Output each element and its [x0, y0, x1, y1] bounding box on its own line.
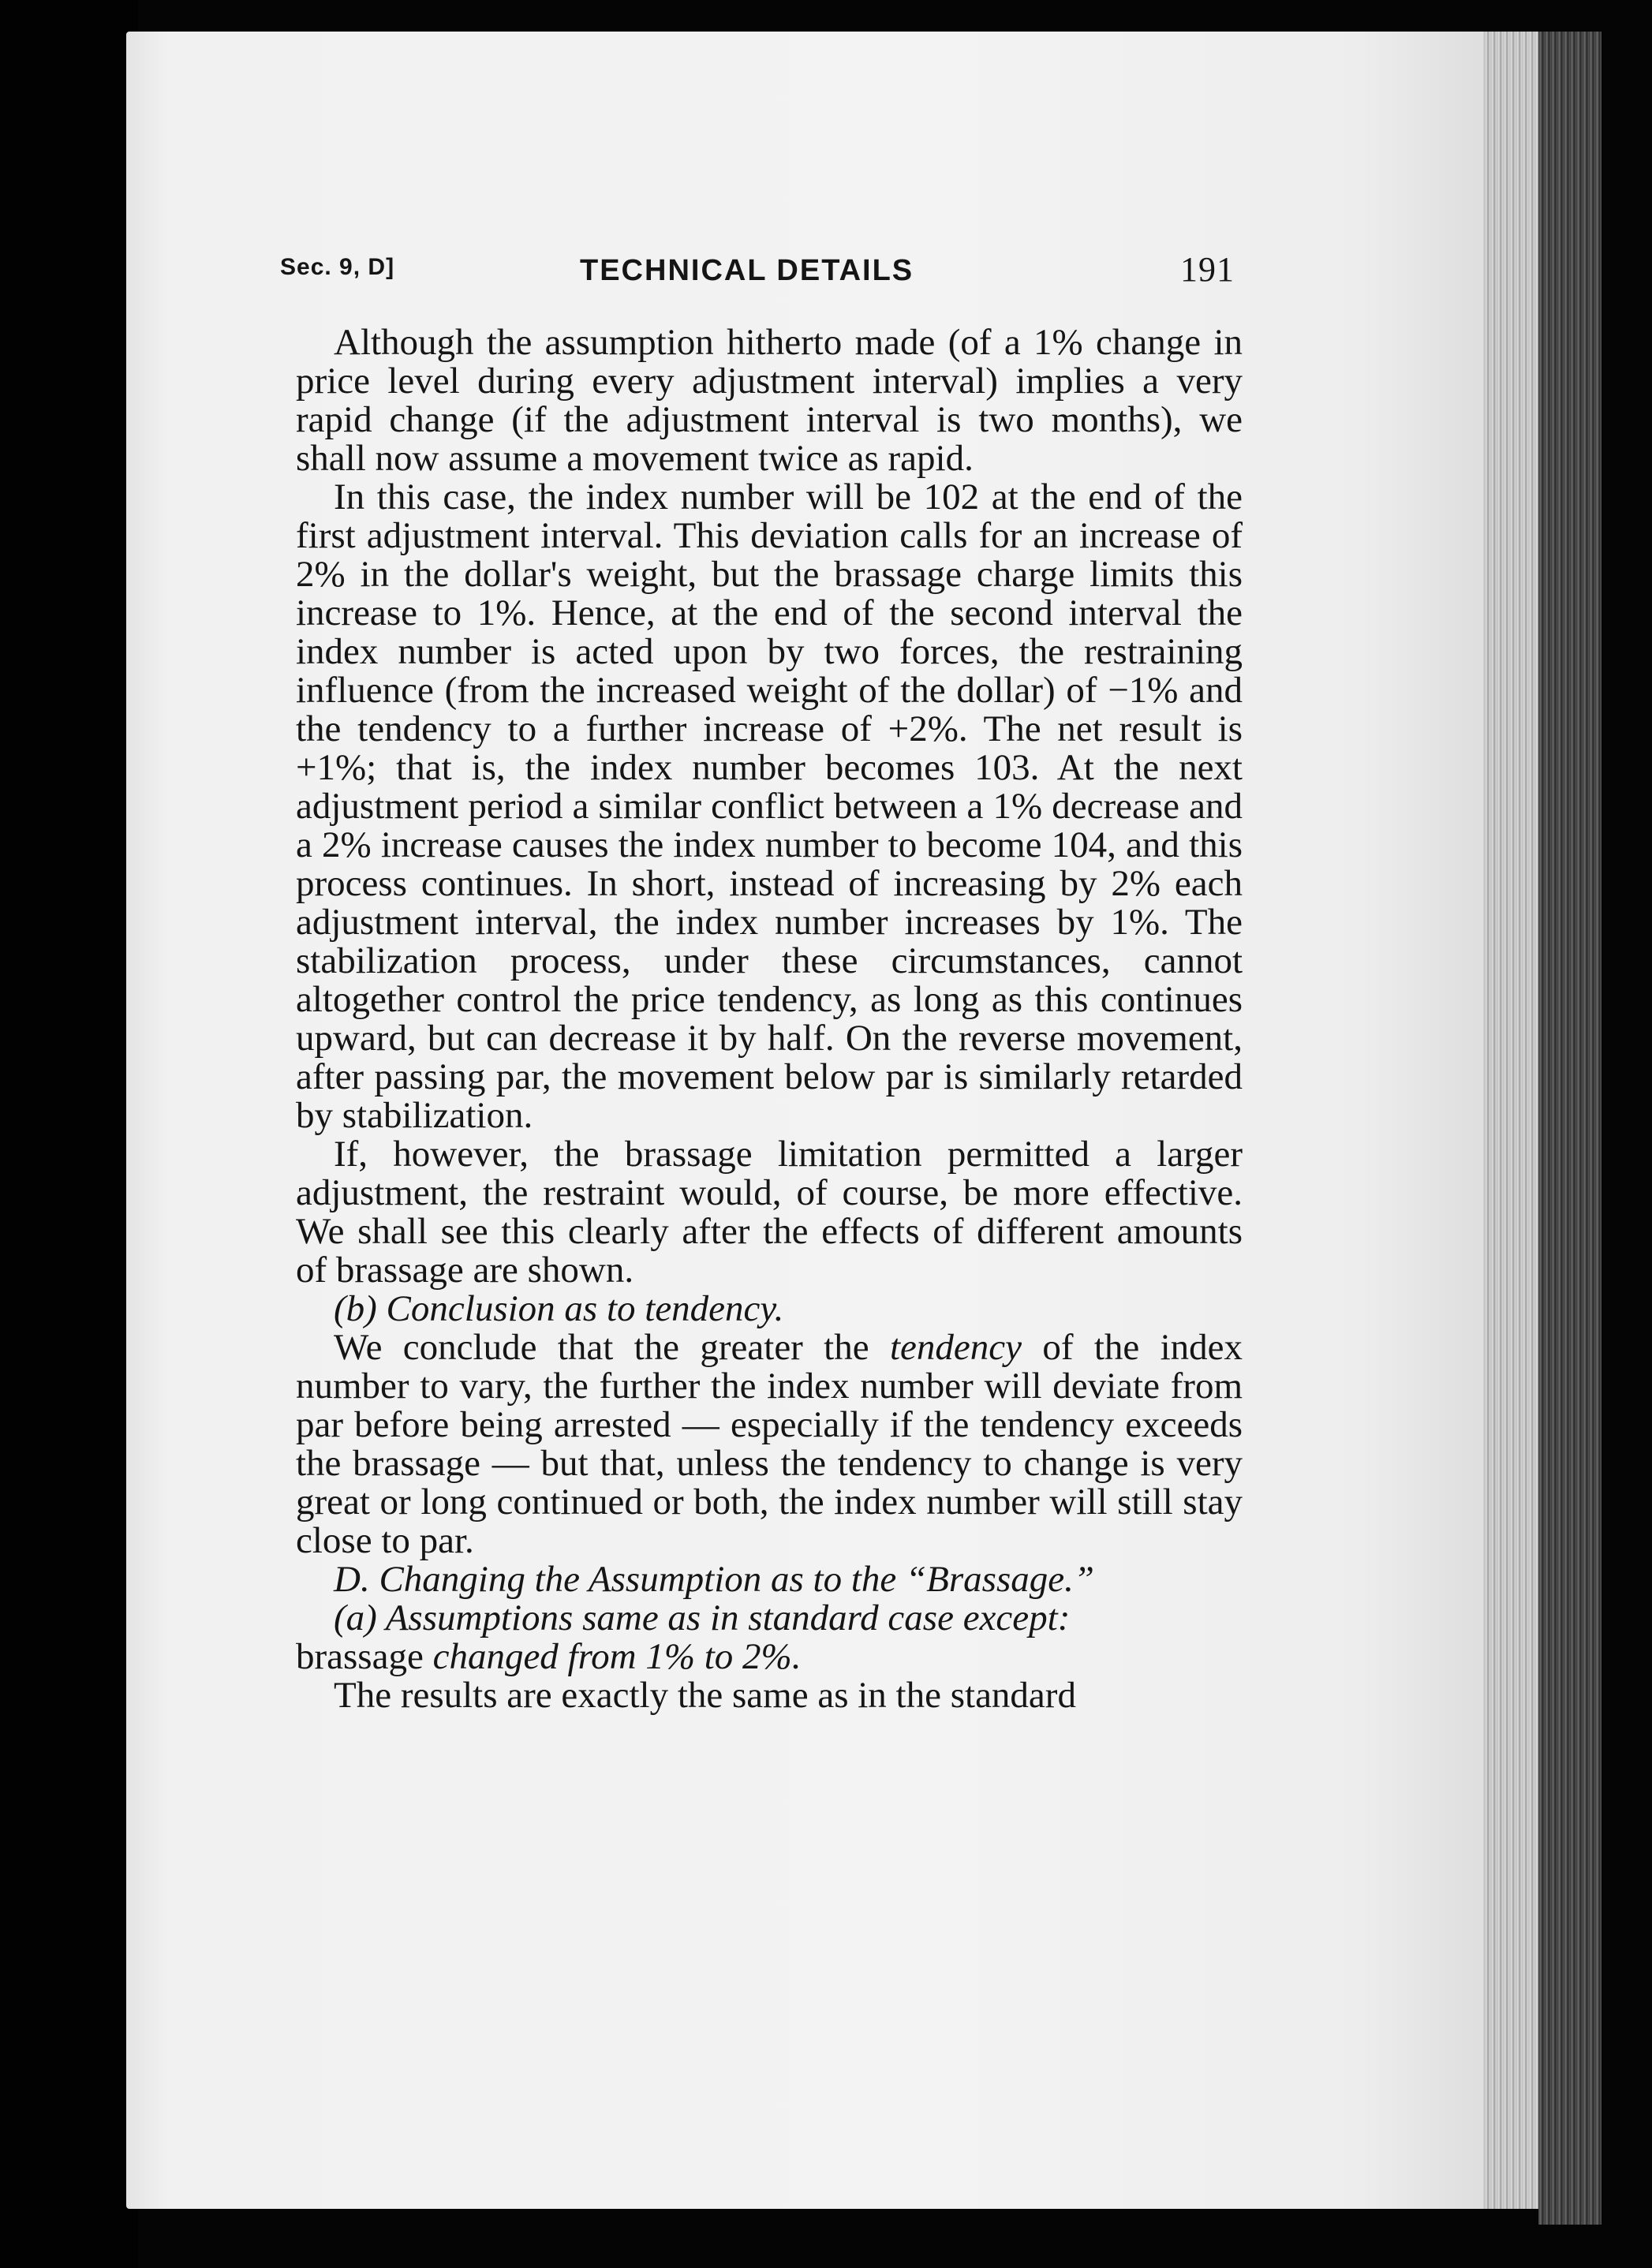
body-text — [296, 323, 1243, 1715]
conclusion-start: We conclude that the greater the — [334, 1327, 890, 1368]
paragraph: If, however, the brassage limitation permitted a larger adjustment, the restraint would, of course, be more effective. We shall see this clearly after the effects of different amounts of brassage are shown. — [296, 1134, 1243, 1291]
paragraph: Although the assumption hitherto made (of a 1% change in price level during every adjustment interval) implies a very rapid change (if the adjustment interval is two months), we shall now assume a movement twice as rapid. — [296, 322, 1243, 479]
assumptions-label: (a) Assumptions same as in standard case except: — [334, 1597, 1071, 1638]
paragraph-last: The results are exactly the same as in the standard — [334, 1675, 1076, 1716]
subheading-conclusion: (b) Conclusion as to tendency. — [334, 1288, 784, 1329]
assumptions-change: changed from 1% to 2%. — [432, 1636, 802, 1677]
left-page-edge — [0, 0, 138, 2268]
conclusion-end: of the index number to vary, the further the index number will deviate from par before being arrested — especially if the tendency exceeds the brassage — but that, unless the tendency to change is very great or long continued or both, the index number will still stay close to par. — [296, 1327, 1243, 1561]
paragraph-conclusion — [296, 1328, 1243, 1560]
paragraph: In this case, the index number will be 102 at the end of the first adjustment interval. This deviation calls for an increase of 2% in the dollar's weight, but the brassage charge limits this increase to 1%. Hence, at the end of the second interval the index number is acted upon by two forces, the restraining influence (from the increased weight of the dollar) of −1% and the tendency to a further increase of +2%. The net result is +1%; that is, the index number becomes 103. At the next adjustment period a similar conflict between a 1% decrease and a 2% increase causes the index number to become 104, and this process continues. In short, instead of increasing by 2% each adjustment interval, the index number increases by 1%. The stabilization process, under these circumstances, cannot altogether control the price tendency, as long as this continues upward, but can decrease it by half. On the reverse movement, after passing par, the movement below par is similarly retarded by stabilization. — [296, 476, 1243, 1136]
section-heading-d: D. Changing the Assumption as to the “Brassage.” — [334, 1559, 1095, 1600]
running-title: TECHNICAL DETAILS — [580, 254, 914, 287]
running-header — [280, 237, 1243, 292]
page-content — [280, 237, 1243, 1716]
section-reference: Sec. 9, D] — [280, 254, 395, 280]
book-spine-edge — [1538, 32, 1602, 2225]
page-number: 191 — [1180, 250, 1235, 289]
conclusion-emphasis: tendency — [889, 1327, 1022, 1368]
assumptions-line — [296, 1599, 1243, 1638]
assumptions-lead: brassage — [296, 1636, 433, 1677]
assumptions-continuation — [296, 1638, 1243, 1676]
